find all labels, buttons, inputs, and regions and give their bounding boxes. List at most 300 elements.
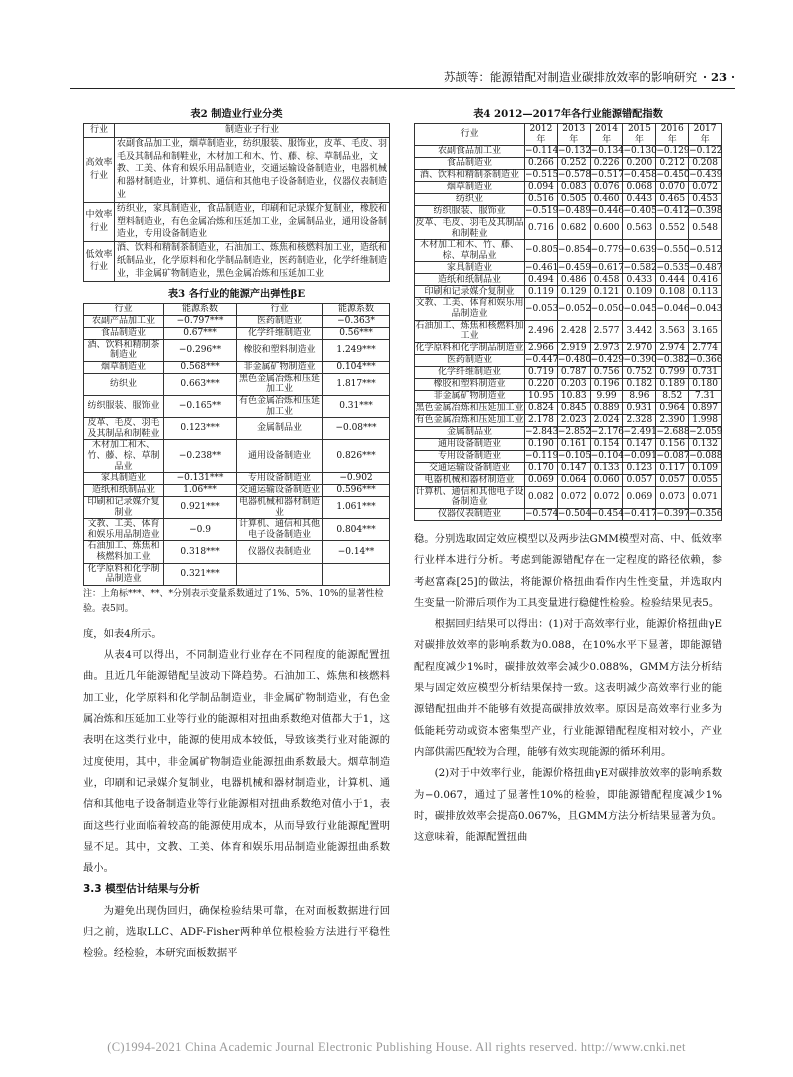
- table4-cell: −0.119: [525, 450, 559, 461]
- table4-row: [415, 366, 722, 378]
- table4-cell: −0.417: [623, 509, 657, 520]
- table4-cell: −0.504: [557, 509, 592, 520]
- table3-header-cell: 能源系数: [323, 303, 390, 315]
- table4-row: [415, 508, 722, 520]
- table4-cell: −0.356: [689, 509, 723, 520]
- table3-cell: 金属制品业: [237, 418, 323, 440]
- table2-header-cell: 行业: [84, 124, 115, 138]
- table4-cell: 0.787: [557, 366, 590, 378]
- table3-cell: 家具制造业: [84, 473, 164, 485]
- table4-row: [415, 462, 722, 474]
- table4-cell: 0.756: [590, 366, 623, 378]
- table4-cell: 0.552: [656, 218, 689, 240]
- table4-cell: 0.068: [623, 182, 656, 194]
- table4-cell: −0.104: [590, 450, 624, 461]
- table4-cell: −0.574: [525, 509, 559, 520]
- table4-cell: −0.582: [623, 262, 657, 273]
- table4-cell: 0.799: [656, 366, 689, 378]
- table4-cell: 0.055: [689, 474, 722, 486]
- table3-cell: 纺织业: [84, 373, 164, 395]
- table4-cell: 交通运输设备制造业: [415, 462, 525, 474]
- table3-cell: 非金属矿物制造业: [237, 361, 323, 373]
- table4-row: [415, 378, 722, 390]
- table3-cell: −0.238**: [164, 440, 237, 473]
- table4-cell: 印刷和记录媒介复制业: [415, 286, 525, 298]
- table2-desc-cell: 农副食品加工业，烟草制造业，纺织服装、服饰业，皮革、毛皮、羽毛及其制品和制鞋业，木材加工和木、竹、藤、棕、草制品业，文教、工美、体育和娱乐用品制造业，交通运输设备制造业，电器机械和器材制造业，计算机、通信和其他电子设备制造业，仪器仪表制造业: [115, 137, 390, 202]
- table4-cell: −0.122: [689, 146, 723, 157]
- table4-cell: 0.119: [525, 286, 558, 298]
- table4-header-cell: 2016年: [656, 124, 689, 146]
- table4-row: [415, 286, 722, 298]
- table4-header-cell: 2012年: [525, 124, 558, 146]
- table3-cell: 石油加工、炼焦和核燃料加工业: [84, 541, 164, 563]
- table4-cell: 2.023: [557, 414, 590, 426]
- table4-cell: 2.577: [590, 320, 623, 342]
- table4-cell: 0.203: [557, 378, 590, 390]
- table4-cell: 0.069: [623, 486, 656, 508]
- table4-cell: −0.487: [689, 262, 723, 273]
- table3-cell: 化学纤维制造业: [237, 327, 323, 339]
- table3-cell: 0.67***: [164, 327, 237, 339]
- table4-cell: −0.446: [590, 206, 624, 217]
- table3-cell: −0.363*: [323, 315, 390, 327]
- table3-row: [84, 563, 390, 585]
- table3-cell: 纺织服装、服饰业: [84, 395, 164, 417]
- table4-cell: 0.563: [623, 218, 656, 240]
- running-title: 苏颉等：能源错配对制造业碳排放效率的影响研究: [443, 70, 697, 84]
- table4-row: [415, 240, 722, 262]
- table4-cell: −0.398: [689, 206, 723, 217]
- table4-cell: 0.121: [590, 286, 623, 298]
- table4-cell: −0.519: [525, 206, 559, 217]
- table3: [83, 303, 390, 586]
- table3-cell: 0.56***: [323, 327, 390, 339]
- right-body: [414, 529, 722, 848]
- table4-cell: 0.196: [590, 378, 623, 390]
- table4-cell: −0.114: [525, 146, 559, 157]
- table4-cell: 通用设备制造业: [415, 438, 525, 450]
- table4-cell: 2.496: [525, 320, 558, 342]
- table4-cell: 0.208: [689, 158, 722, 170]
- table4-cell: 0.094: [525, 182, 558, 194]
- table3-row: [84, 373, 390, 395]
- header-text: [444, 69, 735, 85]
- table4-cell: 有色金属冶炼和压延加工业: [415, 414, 524, 425]
- table4-row: [415, 146, 722, 158]
- table2-group-cell: 高效率行业: [84, 137, 115, 202]
- table4-cell: 医药制造业: [415, 354, 525, 366]
- table4-row: [415, 158, 722, 170]
- table4-cell: 0.600: [590, 218, 623, 240]
- table3-row: [84, 485, 390, 497]
- table2-row: [84, 137, 390, 202]
- table4-cell: 0.180: [689, 378, 722, 390]
- table3-cell: 烟草制造业: [84, 361, 164, 373]
- table3-cell: −0.131***: [164, 473, 237, 485]
- table4-cell: 0.548: [689, 218, 722, 240]
- right-column: [414, 106, 722, 848]
- table3-cell: 0.596***: [323, 485, 390, 497]
- table4-row: [415, 486, 722, 508]
- table3-cell: 0.921***: [164, 497, 237, 519]
- table4-cell: 0.170: [525, 462, 558, 474]
- table4-cell: 0.444: [656, 274, 689, 286]
- table4-cell: 7.31: [689, 390, 722, 402]
- table4-cell: 0.069: [525, 474, 558, 486]
- table4-cell: 化学纤维制造业: [415, 366, 525, 378]
- table4-cell: −0.512: [689, 240, 722, 262]
- table4-caption: 表4 2012—2017年各行业能源错配指数: [473, 108, 663, 120]
- table4-cell: 0.266: [525, 158, 558, 170]
- table4-cell: 0.057: [623, 474, 656, 486]
- table3-cell: 1.061***: [323, 497, 390, 519]
- table4-cell: −0.043: [689, 298, 722, 320]
- table4-cell: 0.516: [525, 194, 558, 206]
- left-paragraph-1: 从表4可以得出，不同制造业行业存在不同程度的能源配置扭曲。且近几年能源错配呈波动下降趋势。石油加工、炼焦和核燃料加工业，化学原料和化学制品制造业，非金属矿物制造业，有色金属冶炼和压延加工业等行业的能源相对扭曲系数绝对值都大于1，这表明在这类行业中，能源的使用成本较低，导致该类行业对能源的过度使用，其中，非金属矿物制造业能源扭曲系数最大。烟草制造业，印刷和记录媒介复制业，电器机械和器材制造业，计算机、通信和其他电子设备制造业等行业能源相对扭曲系数绝对值小于1，表面这些行业面临着较高的能源使用成本，从而导致行业能源配置明显不足。其中，文教、工美、体育和娱乐用品制造业能源扭曲系数最小。: [83, 649, 390, 875]
- table4-cell: 0.189: [656, 378, 689, 390]
- table4-cell: 0.133: [590, 462, 623, 474]
- left-body: [83, 624, 390, 965]
- table4-cell: 纺织业: [415, 194, 525, 206]
- table4-cell: −0.854: [557, 240, 590, 262]
- table4-cell: 0.931: [623, 402, 656, 414]
- table4-row: [415, 342, 722, 354]
- table3-cell: 通用设备制造业: [237, 440, 323, 473]
- table4-cell: 10.83: [557, 390, 590, 402]
- table4-cell: 0.123: [623, 462, 656, 474]
- table4-row: [415, 450, 722, 462]
- table4-cell: 2.919: [557, 342, 590, 354]
- table2-group-cell: 中效率行业: [84, 202, 115, 241]
- table4-cell: −0.129: [656, 146, 690, 157]
- table4-cell: −0.087: [656, 450, 690, 461]
- table3-cell: 0.804***: [323, 519, 390, 541]
- table4-cell: 烟草制造业: [415, 182, 525, 194]
- table4-cell: 0.182: [623, 378, 656, 390]
- table4-cell: −0.397: [656, 509, 690, 520]
- table4-cell: 食品制造业: [415, 158, 525, 170]
- table3-cell: 0.123***: [164, 418, 237, 440]
- table4-cell: 0.161: [557, 438, 590, 450]
- table4-cell: 0.073: [656, 486, 689, 508]
- running-header: [70, 66, 735, 89]
- table4-cell: 0.076: [590, 182, 623, 194]
- table3-header-cell: 行业: [84, 303, 164, 315]
- table4-cell: −0.454: [590, 509, 624, 520]
- right-paragraph-1: 根据回归结果可以得出：(1)对于高效率行业，能源价格扭曲γE对碳排放效率的影响系数为0.088，在10%水平下显著，即能源错配程度减少1%时，碳排放效率会减少0.088%，GMM方法分析结果与固定效应模型分析结果保持一致。这表明减少高效率行业的能源错配扭曲并不能够有效提高碳排放效率。原因是高效率行业多为低能耗劳动或资本密集型产业，行业能源错配程度相对较小，产业内部供需匹配较为合理，能够有效实现能源的循环利用。: [414, 618, 722, 758]
- table2-header-cell: 制造业子行业: [115, 124, 390, 138]
- table4-row: [415, 438, 722, 450]
- table3-cell: 农副产品加工业: [84, 315, 164, 327]
- table4-cell: 8.96: [623, 390, 656, 402]
- table4-cell: 3.563: [656, 320, 689, 342]
- table3-cell: 专用设备制造业: [237, 473, 323, 485]
- table4-cell: −0.050: [590, 298, 623, 320]
- table4-cell: 0.212: [656, 158, 689, 170]
- table4-cell: 2.390: [656, 414, 689, 426]
- table4-cell: 0.719: [525, 366, 558, 378]
- table4-cell: −0.366: [689, 354, 723, 365]
- table3-cell: 1.06***: [164, 485, 237, 497]
- table4-cell: 8.52: [656, 390, 689, 402]
- table4-row: [415, 426, 722, 438]
- table3-row: [84, 395, 390, 417]
- table4-cell: 0.220: [525, 378, 558, 390]
- table4-cell: −0.779: [590, 240, 623, 262]
- left-paragraph-2: 为避免出现伪回归，确保检验结果可靠，在对面板数据进行回归之前，选取LLC、ADF-Fisher两种单位根检验方法进行平稳性检验。经检验，本研究面板数据平: [83, 904, 390, 960]
- table4-cell: 0.897: [689, 402, 722, 414]
- table3-cell: 黑色金属冶炼和压延加工业: [237, 373, 323, 395]
- copyright-footer: (C)1994-2021 China Academic Journal Electronic Publishing House. All rights reserved. http://www.cnki.net: [107, 1040, 686, 1054]
- table4-cell: 造纸和纸制品业: [415, 274, 525, 286]
- table4-cell: 0.731: [689, 366, 722, 378]
- right-paragraph-0: 稳。分别选取固定效应模型以及两步法GMM模型对高、中、低效率行业样本进行分析。考虑到能源错配存在一定程度的路径依赖，参考赵富森[25]的做法，将能源价格扭曲看作内生性变量，并选取内生变量一阶滞后项作为工具变量进行稳健性检验。检验结果见表5。: [414, 532, 722, 609]
- table4-cell: −0.091: [623, 450, 657, 461]
- table4-cell: 2.973: [590, 342, 623, 354]
- table4-cell: 2.428: [557, 320, 590, 342]
- table4-cell: 酒、饮料和精制茶制造业: [415, 170, 525, 182]
- table4-cell: −2.059: [689, 426, 723, 437]
- right-paragraph-2: (2)对于中效率行业，能源价格扭曲γE对碳排放效率的影响系数为−0.067，通过了显著性10%的检验，即能源错配程度减少1%时，碳排放效率会提高0.067%，且GMM方法分析结果显著为负。这意味着，能源配置扭曲: [414, 767, 722, 844]
- table4-cell: −0.639: [623, 240, 656, 262]
- table4-cell: 2.178: [525, 414, 558, 426]
- table4-cell: 0.072: [590, 486, 623, 508]
- table4-cell: 石油加工、炼焦和核燃料加工业: [415, 320, 524, 342]
- table4-cell: 0.083: [557, 182, 590, 194]
- table3-cell: −0.14**: [323, 541, 390, 563]
- table4-cell: −0.439: [689, 170, 723, 181]
- table4-cell: 0.132: [689, 438, 722, 450]
- table4-cell: 3.165: [689, 320, 722, 342]
- table3-cell: 木材加工和木、竹、藤、棕、草制品业: [84, 440, 164, 473]
- table4-cell: 0.752: [623, 366, 656, 378]
- table4-cell: −0.105: [557, 450, 592, 461]
- table3-cell: 食品制造业: [84, 327, 164, 339]
- table2-desc-cell: 酒、饮料和精制茶制造业，石油加工、炼焦和核燃料加工业，造纸和纸制品业，化学原料和化学制品制造业，医药制造业，化学纤维制造业，非金属矿物制造业，黑色金属冶炼和压延加工业: [115, 242, 390, 281]
- table4-cell: 0.129: [557, 286, 590, 298]
- table4-cell: 0.108: [656, 286, 689, 298]
- table4-row: [415, 414, 722, 426]
- table4-row: [415, 206, 722, 218]
- table3-cell: 1.817***: [323, 373, 390, 395]
- table4-header-cell: 2017年: [689, 124, 722, 146]
- table2-group-cell: 低效率行业: [84, 242, 115, 281]
- table4-cell: 2.966: [525, 342, 558, 354]
- table3-cell: −0.296**: [164, 339, 237, 361]
- table3-cell: 文教、工美、体育和娱乐用品制造业: [84, 519, 164, 541]
- table3-cell: 造纸和纸制品业: [84, 485, 164, 497]
- table4-row: [415, 390, 722, 402]
- table3-caption-text: 表3 各行业的能源产出弹性βE: [167, 287, 306, 300]
- section-heading: 3.3 模型估计结果与分析: [83, 883, 200, 896]
- table3-cell: 0.826***: [323, 440, 390, 473]
- table4-cell: 2.974: [656, 342, 689, 354]
- table3-cell: 医药制造业: [237, 315, 323, 327]
- table3-row: [84, 361, 390, 373]
- table4-cell: −0.429: [590, 354, 624, 365]
- table4-cell: 0.252: [557, 158, 590, 170]
- table4-cell: 皮革、毛皮、羽毛及其制品和制鞋业: [415, 218, 524, 239]
- table4-cell: 0.147: [623, 438, 656, 450]
- table4-cell: 0.082: [525, 486, 558, 508]
- table4-cell: −0.480: [557, 354, 592, 365]
- table3-cell: 交通运输设备制造业: [237, 485, 323, 497]
- table3-cell: −0.797***: [164, 315, 237, 327]
- table4-cell: −0.515: [525, 170, 559, 181]
- table3-row: [84, 339, 390, 361]
- table4-cell: 1.998: [689, 414, 722, 426]
- table4-cell: −2.852: [557, 426, 592, 437]
- table3-row: [84, 315, 390, 327]
- table3-row: [84, 418, 390, 440]
- table4-cell: −0.405: [623, 206, 657, 217]
- table4-cell: 0.109: [623, 286, 656, 298]
- table4-cell: 2.970: [623, 342, 656, 354]
- table4-row: [415, 218, 722, 240]
- table4-cell: 0.109: [689, 462, 722, 474]
- table4-row: [415, 274, 722, 286]
- table4-cell: −0.052: [557, 298, 590, 320]
- table4-cell: 橡胶和塑料制造业: [415, 378, 525, 390]
- table4-cell: 9.99: [590, 390, 623, 402]
- table4-cell: −0.088: [689, 450, 723, 461]
- table3-row: [84, 440, 390, 473]
- table3-cell: 0.104***: [323, 361, 390, 373]
- table4-cell: 仪器仪表制造业: [415, 508, 525, 520]
- table4-cell: −0.132: [557, 146, 592, 157]
- table4-cell: 0.443: [623, 194, 656, 206]
- table2-caption: 表2 制造业行业分类: [190, 108, 283, 120]
- table3-note: 注：上角标***、**、*分别表示变量系数通过了1%、5%、10%的显著性检验。表5同。: [83, 588, 384, 614]
- table4-cell: 黑色金属冶炼和压延加工业: [415, 402, 524, 413]
- table4-cell: 0.433: [623, 274, 656, 286]
- table4-cell: 0.064: [557, 474, 590, 486]
- table4-cell: 非金属矿物制造业: [415, 390, 525, 402]
- table4-row: [415, 402, 722, 414]
- table4-cell: −0.390: [623, 354, 657, 365]
- table3-cell: 1.249***: [323, 339, 390, 361]
- table4-row: [415, 474, 722, 486]
- table3-header-cell: 能源系数: [164, 303, 237, 315]
- table4-cell: −0.045: [623, 298, 656, 320]
- table4-header-cell: 行业: [415, 124, 525, 146]
- table4-cell: 木材加工和木、竹、藤、棕、草制品业: [415, 240, 525, 262]
- table4-cell: −0.550: [656, 240, 689, 262]
- table4-cell: 计算机、通信和其他电子设备制造业: [415, 486, 524, 508]
- table4-cell: −2.688: [656, 426, 690, 437]
- table4-cell: −0.535: [656, 262, 690, 273]
- table3-cell: 有色金属冶炼和压延加工业: [237, 395, 323, 417]
- table3-row: [84, 497, 390, 519]
- table4-cell: 0.486: [557, 274, 590, 286]
- table4-header-cell: 2013年: [557, 124, 590, 146]
- table4-cell: −0.458: [623, 170, 657, 181]
- table4-cell: 0.505: [557, 194, 590, 206]
- left-column: [83, 106, 390, 965]
- table4-cell: 0.060: [590, 474, 623, 486]
- table4-cell: −0.450: [656, 170, 690, 181]
- table4-cell: 0.494: [525, 274, 558, 286]
- table4-cell: −0.617: [590, 262, 624, 273]
- table3-cell: −0.9: [164, 519, 237, 541]
- table4-row: [415, 262, 722, 274]
- table4-cell: 0.964: [656, 402, 689, 414]
- table2-row: [84, 202, 390, 241]
- table4-cell: 0.057: [656, 474, 689, 486]
- left-paragraph-0: 度，如表4所示。: [83, 627, 162, 640]
- table4-cell: −0.412: [656, 206, 690, 217]
- table4-cell: 0.416: [689, 274, 722, 286]
- table3-cell: 0.321***: [164, 563, 237, 585]
- table4-cell: −0.459: [557, 262, 592, 273]
- table3-cell: [323, 563, 390, 585]
- table4-cell: 0.117: [656, 462, 689, 474]
- table3-row: [84, 473, 390, 485]
- table4-cell: 0.889: [590, 402, 623, 414]
- table4-cell: −0.517: [590, 170, 624, 181]
- table4-cell: −0.134: [590, 146, 624, 157]
- table4-cell: 0.200: [623, 158, 656, 170]
- table4-header-cell: 2014年: [590, 124, 623, 146]
- table4-row: [415, 354, 722, 366]
- table4-cell: 电器机械和器材制造业: [415, 474, 525, 486]
- table3-cell: 酒、饮料和精制茶制造业: [84, 339, 164, 361]
- table3-row: [84, 541, 390, 563]
- table3-cell: 计算机、通信和其他电子设备制造业: [237, 519, 323, 541]
- table4-cell: −0.578: [557, 170, 592, 181]
- table3-header-cell: 行业: [237, 303, 323, 315]
- table3-caption: [83, 286, 390, 303]
- table4-cell: 0.845: [557, 402, 590, 414]
- table4-cell: 0.072: [689, 182, 722, 194]
- table3-cell: −0.165**: [164, 395, 237, 417]
- table3-cell: −0.08***: [323, 418, 390, 440]
- table3-cell: 皮革、毛皮、羽毛及其制品和制鞋业: [84, 418, 164, 440]
- table4-cell: 2.774: [689, 342, 722, 354]
- table4-row: [415, 182, 722, 194]
- table4-cell: 0.453: [689, 194, 722, 206]
- table4-row: [415, 320, 722, 342]
- table4-cell: 0.147: [557, 462, 590, 474]
- table4-cell: 家具制造业: [415, 262, 525, 274]
- table4-cell: −0.805: [525, 240, 558, 262]
- table4-cell: 0.716: [525, 218, 558, 240]
- table4-cell: −2.491: [623, 426, 657, 437]
- table4-header-cell: 2015年: [623, 124, 656, 146]
- table3-row: [84, 519, 390, 541]
- table4-cell: 化学原料和化学制品制造业: [415, 342, 524, 353]
- table4-cell: 文教、工美、体育和娱乐用品制造业: [415, 298, 524, 319]
- table3-cell: 印刷和记录媒介复制业: [84, 497, 164, 519]
- table4-cell: 0.465: [656, 194, 689, 206]
- table4: [414, 123, 722, 521]
- table4-row: [415, 298, 722, 320]
- table4-cell: −0.053: [525, 298, 558, 320]
- table4-cell: −2.843: [525, 426, 559, 437]
- table4-cell: 0.070: [656, 182, 689, 194]
- table3-cell: 0.568***: [164, 361, 237, 373]
- table4-cell: 农副食品加工业: [415, 146, 525, 158]
- table3-cell: 0.31***: [323, 395, 390, 417]
- table4-cell: 2.328: [623, 414, 656, 426]
- table3-cell: 橡胶和塑料制造业: [237, 339, 323, 361]
- table3-cell: [237, 563, 323, 585]
- table4-cell: 0.460: [590, 194, 623, 206]
- table4-cell: −0.046: [656, 298, 689, 320]
- table3-cell: 0.663***: [164, 373, 237, 395]
- table2: [83, 123, 390, 282]
- table2-desc-cell: 纺织业，家具制造业，食品制造业，印刷和记录媒介复制业，橡胶和塑料制造业，有色金属冶炼和压延加工业，金属制品业，通用设备制造业，专用设备制造业: [115, 202, 390, 241]
